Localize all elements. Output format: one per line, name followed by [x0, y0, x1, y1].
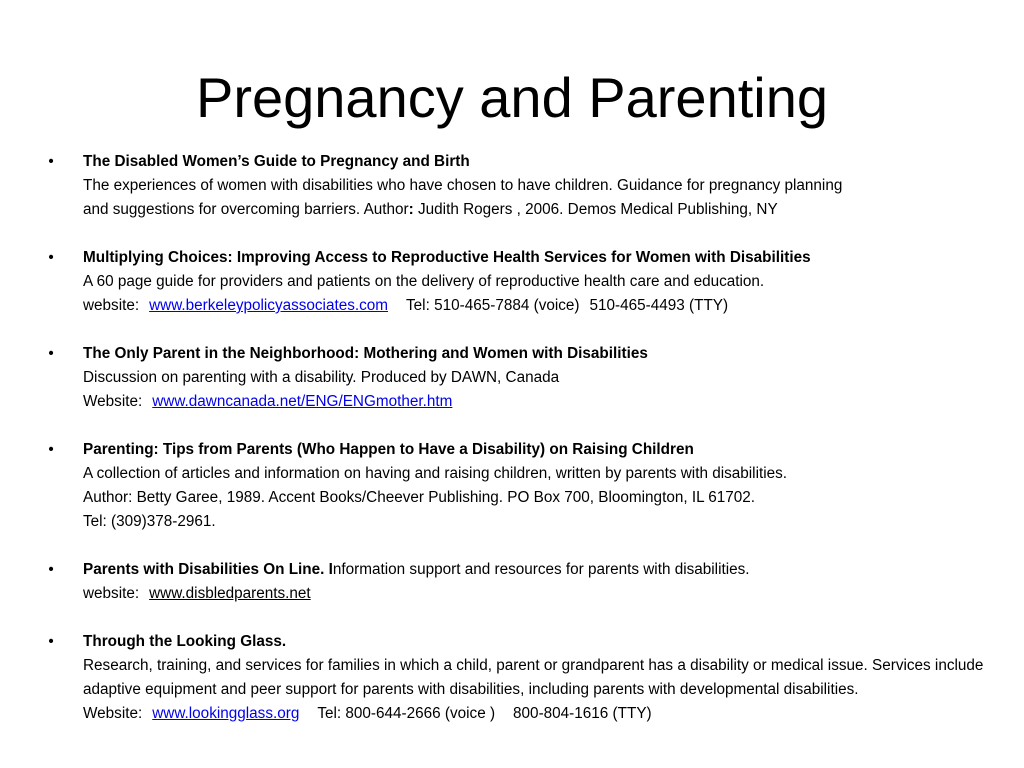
- item-heading: Parenting: Tips from Parents (Who Happen to Have a Disability) on Raising Children: [83, 441, 694, 458]
- website-link[interactable]: www.disbledparents.net: [149, 585, 311, 602]
- resource-list: [48, 150, 1008, 726]
- list-item: [48, 558, 1008, 606]
- phone-voice: Tel: 800-644-2666 (voice ): [317, 705, 496, 722]
- bullet-icon: •: [48, 441, 54, 458]
- website-label: Website:: [83, 393, 143, 410]
- slide-title: Pregnancy and Parenting: [196, 66, 828, 129]
- website-label: website:: [83, 297, 140, 314]
- list-item: [48, 342, 1008, 414]
- phone-tty: 510-465-4493 (TTY): [589, 297, 729, 314]
- item-heading: The Disabled Women’s Guide to Pregnancy and Birth: [83, 153, 470, 170]
- bullet-icon: •: [48, 153, 54, 170]
- bullet-icon: •: [48, 633, 54, 650]
- item-author-colon: :: [408, 201, 414, 218]
- website-link[interactable]: www.dawncanada.net/ENG/ENGmother.htm: [152, 393, 453, 410]
- website-link[interactable]: www.lookingglass.org: [152, 705, 300, 722]
- item-contact-line: [83, 582, 1008, 606]
- item-description: The experiences of women with disabilities who have chosen to have children. Guidance for pregnancy planning: [83, 177, 843, 194]
- bullet-icon: •: [48, 249, 54, 266]
- item-author-detail: Judith Rogers , 2006. Demos Medical Publishing, NY: [413, 201, 778, 218]
- item-description: A 60 page guide for providers and patients on the delivery of reproductive health care and education.: [83, 273, 765, 290]
- website-label: Website:: [83, 705, 143, 722]
- item-author-line: Author: Betty Garee, 1989. Accent Books/Cheever Publishing. PO Box 700, Bloomington, IL 61702.: [83, 489, 756, 506]
- list-item: [48, 438, 1008, 534]
- item-contact-line: [83, 390, 1008, 414]
- item-heading: The Only Parent in the Neighborhood: Mothering and Women with Disabilities: [83, 345, 648, 362]
- bullet-icon: •: [48, 561, 54, 578]
- list-item: [48, 150, 1008, 222]
- item-heading: Parents with Disabilities On Line. I: [83, 561, 333, 578]
- phone-tty: 800-804-1616 (TTY): [513, 705, 652, 722]
- website-link[interactable]: www.berkeleypolicyassociates.com: [149, 297, 389, 314]
- list-item: [48, 246, 1008, 318]
- item-heading-line: [83, 558, 1008, 582]
- item-description: nformation support and resources for parents with disabilities.: [332, 561, 750, 578]
- item-contact-line: [83, 702, 1008, 726]
- item-description: A collection of articles and information on having and raising children, written by parents with disabilities.: [83, 465, 788, 482]
- item-author-text: and suggestions for overcoming barriers. Author: [83, 201, 409, 218]
- item-description: Discussion on parenting with a disability. Produced by DAWN, Canada: [83, 369, 560, 386]
- item-description: Research, training, and services for families in which a child, parent or grandparent has a disability or medical issue. Services include adaptive equipment and peer support for parents with disabilities, including parents with developmental disabilities.: [83, 657, 984, 698]
- item-heading: Through the Looking Glass.: [83, 633, 287, 650]
- item-contact-line: [83, 294, 1008, 318]
- item-heading: Multiplying Choices: Improving Access to Reproductive Health Services for Women with Disabilities: [83, 249, 811, 266]
- item-phone-line: Tel: (309)378-2961.: [83, 513, 216, 530]
- item-author-line: [83, 198, 1008, 222]
- list-item: [48, 630, 1008, 726]
- website-label: website:: [83, 585, 140, 602]
- phone-voice: Tel: 510-465-7884 (voice): [406, 297, 580, 314]
- bullet-icon: •: [48, 345, 54, 362]
